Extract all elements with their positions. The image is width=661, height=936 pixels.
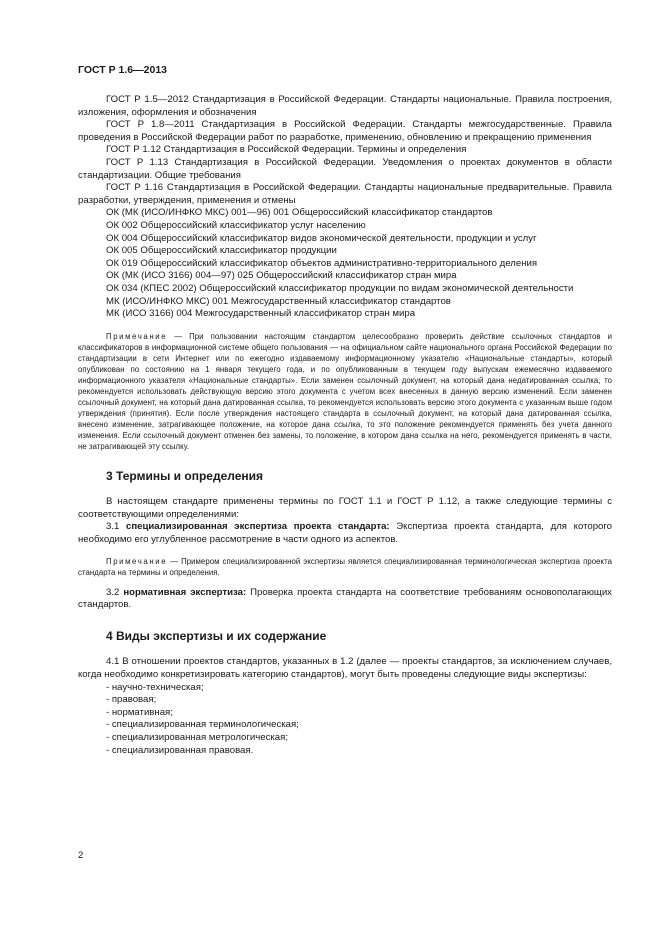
list-item: - нормативная; [106,706,173,718]
note-label: Примечание [106,331,168,341]
reference-item: ОК 002 Общероссийский классификатор услуг населению [106,219,366,231]
page-content [78,94,612,757]
reference-item: ГОСТ Р 1.13 Стандартизация в Российской Федерации. Уведомления о проектах документов в области стандартизации. Общие требования [78,156,612,181]
term-definition: Экспертиза проекта стандарта, для которого необходимо его углубленное рассмотрение в части одного из аспектов. [78,521,613,546]
reference-item: ОК (МК (ИСО 3166) 004—97) 025 Общероссийский классификатор стран мира [106,270,457,282]
reference-item: ГОСТ Р 1.12 Стандартизация в Российской Федерации. Термины и определения [106,144,467,156]
document-header: ГОСТ Р 1.6—2013 [78,64,168,76]
list-item: - специализированная метрологическая; [106,732,288,743]
note-text: — Примером специализированной экспертизы является специализированная терминологическая экспертиза проекта стандарта на термины и определения. [78,556,612,577]
term-name: специализированная экспертиза проекта стандарта: [126,521,390,533]
reference-item: МК (ИСО 3166) 004 Межгосударственный классификатор стран мира [106,308,416,320]
term-3-2 [78,587,612,612]
reference-item: ГОСТ Р 1.5—2012 Стандартизация в Российской Федерации. Стандарты национальные. Правила построения, изложения, оформления и обозначения [78,94,612,118]
list-item: - специализированная терминологическая; [106,719,299,731]
section-4-paragraph: 4.1 В отношении проектов стандартов, указанных в 1.2 (далее — проекты стандартов, за исключением случаев, когда необходимо конкретизировать категорию стандартов), могут быть проведены следующие виды экспертизы: [78,656,612,681]
note-label: Примечание [106,556,168,566]
expertise-types-list [78,682,612,758]
reference-item: МК (ИСО/ИНФКО МКС) 001 Межгосударственный классификатор стандартов [106,295,451,307]
reference-item: ОК 005 Общероссийский классификатор продукции [106,245,337,257]
list-item: - научно-техническая; [106,681,204,693]
reference-item: ОК 004 Общероссийский классификатор видов экономической деятельности, продукции и услуг [106,232,537,244]
reference-item: ГОСТ Р 1.16 Стандартизация в Российской Федерации. Стандарты национальные предварительные. Правила разработки, утверждения, применения и отмены [78,182,612,206]
reference-item: ОК 019 Общероссийский классификатор объектов административно-территориального деления [106,257,538,269]
page-number: 2 [78,850,84,861]
reference-item: ГОСТ Р 1.8—2011 Стандартизация в Российской Федерации. Стандарты межгосударственные. Правила проведения в Российской Федерации работ по разработке, применению, обновлению и прекращению применения [78,119,612,143]
reference-item: ОК (МК (ИСО/ИНФКО МКС) 001—96) 001 Общероссийский классификатор стандартов [106,207,493,219]
references-note [78,331,612,452]
term-3-1 [78,521,612,546]
term-number: 3.2 [106,586,120,598]
section-3-intro: В настоящем стандарте применены термины по ГОСТ 1.1 и ГОСТ Р 1.12, а также следующие термины с соответствующими определениями: [78,496,612,520]
term-number: 3.1 [106,521,120,533]
term-note [78,556,612,578]
note-text: — При пользовании настоящим стандартом целесообразно проверить действие ссылочных стандартов и классификаторов в информационной системе общего пользования — на официальном сайте национального органа Российской Федерации по стандартизации в сети Интернет или по ежегодно издаваемому информационному указателю «Национальные стандарты», который опубликован по состоянию на 1 января текущего года, и по опубликованным в текущем году выпускам ежемесячно издаваемого информационного указателя «Национальные стандарты». Если заменен ссылочный документ, на который дана недатированная ссылка, то рекомендуется использовать действующую версию этого документа с учетом всех внесенных в данную версию изменений. Если заменен ссылочный документ, на который дана датированная ссылка, то рекомендуется использовать версию этого документа с указанным выше годом утверждения (принятия). Если после утверждения настоящего стандарта в ссылочный документ, на который дана датированная ссылка, внесено изменение, затрагивающее положение, на которое дана ссылка, то это положение рекомендуется применять без учета данного изменения. Если ссылочный документ отменен без замены, то положение, в котором дана ссылка на него, рекомендуется применять в части, не затрагивающей эту ссылку. [78,331,612,451]
section-3-heading: 3 Термины и определения [106,468,264,483]
section-4-heading: 4 Виды экспертизы и их содержание [106,628,327,643]
list-item: - специализированная правовая. [106,744,254,756]
term-definition: Проверка проекта стандарта на соответствие требованиям основополагающих стандартов. [78,586,612,611]
list-item: - правовая; [106,694,157,706]
term-name: нормативная экспертиза: [123,586,247,598]
reference-item: ОК 034 (КПЕС 2002) Общероссийский классификатор продукции по видам экономической деятельности [106,282,574,294]
